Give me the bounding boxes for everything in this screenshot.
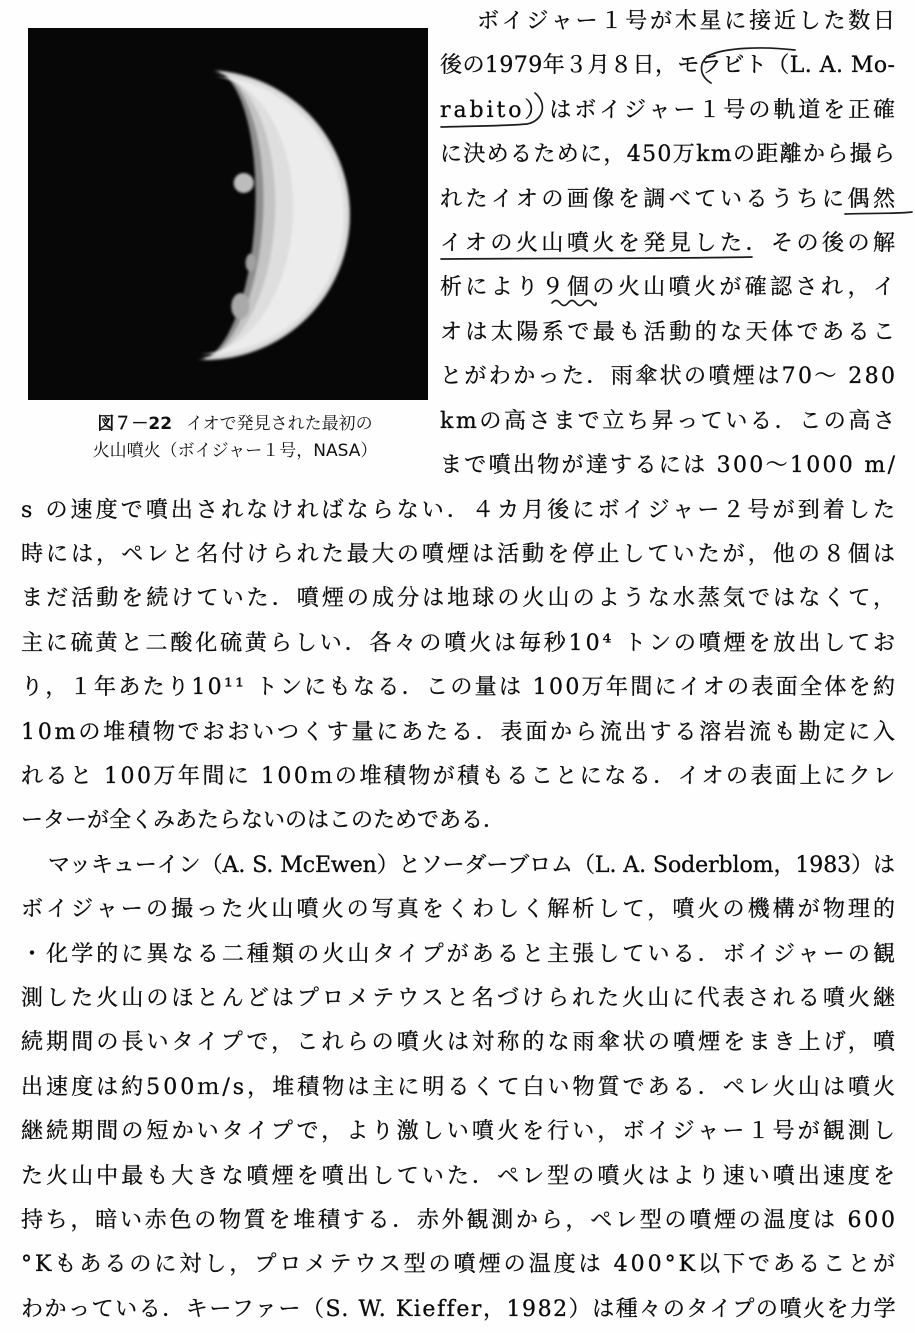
paragraph-line: 後の1979年３月８日，モラビト（L. A. Mo- [440, 53, 896, 79]
volcanic-plume [233, 172, 254, 193]
paragraph-line: 持ち，暗い赤色の物質を堆積する．赤外観測から，ペレ型の噴煙の温度は 600 [21, 1208, 898, 1233]
paragraph-line: °Kもあるのに対し，プロメテウス型の噴煙の温度は 400°K以下であることが [21, 1252, 898, 1278]
paragraph-line: kmの高さまで立ち昇っている．この高さ [440, 408, 898, 434]
paragraph-line: 主に硫黄と二酸化硫黄らしい．各々の噴火は毎秒10⁴ トンの噴煙を放出してお [21, 630, 898, 656]
figure-number: 図７－22 [97, 414, 173, 434]
text-column-beside-figure [440, 0, 899, 488]
caption-line: 火山噴火（ボイジャー１号，NASA） [92, 441, 378, 461]
paragraph-line: た火山中最も大きな噴煙を噴出していた．ペレ型の噴火はより速い噴出速度を [21, 1163, 899, 1189]
caption-text: イオで発見された最初の [186, 414, 373, 434]
io-disk [197, 70, 357, 367]
paragraph-line: まで噴出物が達するには 300～1000 m/ [440, 453, 898, 479]
io-crescent-photo [28, 28, 428, 400]
paragraph-line: 析により９個の火山噴火が確認され，イ [440, 275, 899, 301]
paragraph-line: とがわかった．雨傘状の噴煙は70～ 280 [440, 364, 898, 390]
paragraph-line: オは太陽系で最も活動的な天体であるこ [440, 319, 899, 345]
paragraph-line: ボイジャーの撮った火山噴火の写真をくわしく解析して，噴火の機構が物理的 [21, 897, 899, 923]
text-body-full-width [21, 489, 899, 1333]
paragraph-line: 測した火山のほとんどはプロメテウスと名づけられた火山に代表される噴火継 [21, 985, 899, 1011]
paragraph-line: ・化学的に異なる二種類の火山タイプがあると主張している．ボイジャーの観 [21, 941, 899, 967]
caption-line [38, 411, 432, 438]
paragraph-line: s の速度で噴出されなければならない．４カ月後にボイジャー２号が到着した [21, 497, 899, 523]
paragraph-line: わかっている．キーファー（S. W. Kieffer，1982）は種々のタイプの噴火を力学 [21, 1296, 898, 1322]
paragraph-line: 時には，ペレと名付けられた最大の噴煙は活動を停止していたが，他の８個は [21, 541, 899, 567]
paragraph-line: り，１年あたり10¹¹ トンにもなる．この量は 100万年間にイオの表面全体を約 [21, 675, 898, 701]
paragraph-line: マッキューイン（A. S. McEwen）とソーダーブロム（L. A. Soderblom，1983）は [48, 852, 895, 878]
figure-caption [38, 411, 432, 465]
paragraph-last-line: ーターが全くみあたらないのはこのためである． [21, 808, 506, 834]
paragraph-line: 出速度は約500ｍ/s，堆積物は主に明るくて白い物質である．ペレ火山は噴火 [21, 1074, 899, 1100]
paragraph-line: イオの火山噴火を発見した．その後の解 [440, 231, 899, 257]
paragraph-line: れたイオの画像を調べているうちに偶然 [440, 186, 899, 212]
paragraph-line: 10mの堆積物でおおいつくす量にあたる．表面から流出する溶岩流も勘定に入 [21, 719, 898, 745]
io-photo-drawing [28, 28, 428, 400]
paragraph-line: まだ活動を続けていた．噴煙の成分は地球の火山のような水蒸気ではなくて， [21, 586, 899, 612]
paragraph-line: 継続期間の短かいタイプで，より激しい噴火を行い，ボイジャー１号が観測し [21, 1119, 899, 1145]
paragraph-line: 続期間の長いタイプで，これらの噴火は対称的な雨傘状の噴煙をまき上げ，噴 [21, 1030, 899, 1056]
paragraph-line: ボイジャー１号が木星に接近した数日 [477, 9, 898, 34]
paragraph-line: に決めるために，450万kmの距離から撮ら [440, 142, 897, 168]
paragraph-line: rabito）はボイジャー１号の軌道を正確 [440, 97, 898, 123]
paragraph-line: れると 100万年間に 100ｍの堆積物が積もることになる．イオの表面上にクレ [21, 763, 898, 789]
